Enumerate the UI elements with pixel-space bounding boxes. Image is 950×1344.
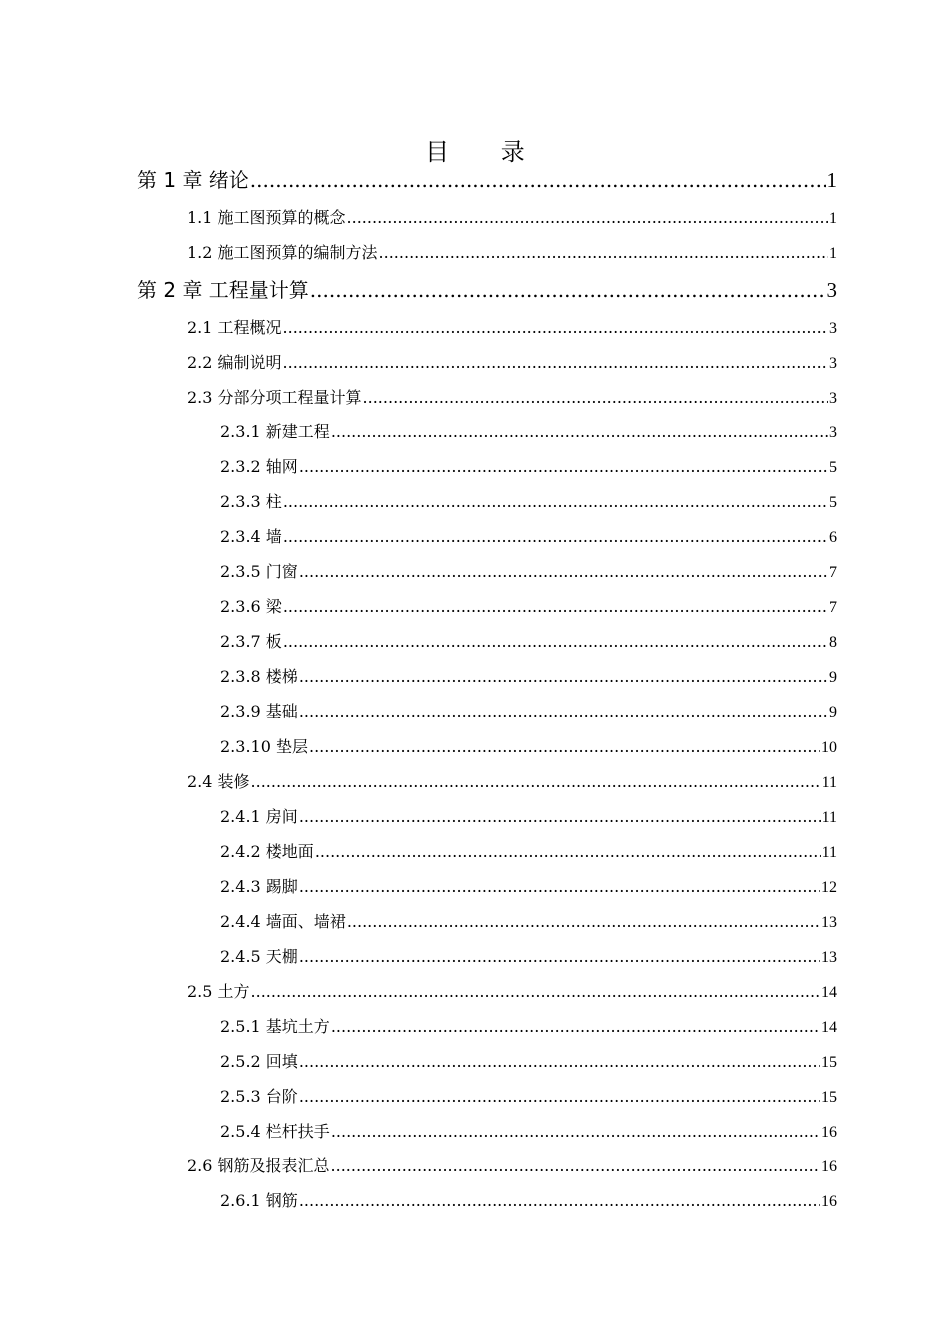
- toc-dot-leader: [283, 490, 828, 514]
- toc-dot-leader: [299, 875, 820, 899]
- toc-dot-leader: [299, 1050, 820, 1074]
- toc-entry[interactable]: [220, 665, 837, 690]
- toc-entry-page-number: 11: [821, 809, 837, 826]
- toc-entry[interactable]: [220, 700, 837, 725]
- toc-entry[interactable]: [220, 735, 837, 760]
- toc-entry-page-number: 16: [821, 1158, 837, 1175]
- toc-entry-label: 2.6 钢筋及报表汇总: [187, 1156, 330, 1175]
- toc-entry-page-number: 11: [821, 774, 837, 791]
- toc-dot-leader: [309, 735, 820, 759]
- toc-entry-page-number: 3: [829, 424, 837, 441]
- toc-entry-label: 2.5.4 栏杆扶手: [220, 1122, 330, 1141]
- toc-dot-leader: [299, 1189, 820, 1213]
- toc-entry-page-number: 3: [829, 355, 837, 372]
- toc-entry-label: 第 2 章 工程量计算: [137, 278, 309, 302]
- toc-title: 目 录: [425, 138, 547, 166]
- toc-dot-leader: [299, 455, 828, 479]
- toc-entry-page-number: 7: [829, 564, 837, 581]
- toc-dot-leader: [299, 560, 828, 584]
- toc-entry-page-number: 14: [821, 1019, 837, 1036]
- toc-dot-leader: [251, 980, 820, 1004]
- toc-entry-label: 1.2 施工图预算的编制方法: [187, 243, 378, 262]
- toc-dot-leader: [250, 166, 826, 194]
- toc-entry-label: 2.5 土方: [187, 982, 250, 1001]
- toc-dot-leader: [347, 910, 820, 934]
- toc-dot-leader: [379, 241, 828, 265]
- toc-entry-label: 2.5.3 台阶: [220, 1087, 298, 1106]
- toc-entry-page-number: 10: [821, 739, 837, 756]
- toc-entry-page-number: 1: [829, 210, 837, 227]
- toc-entry-page-number: 3: [829, 320, 837, 337]
- toc-entry-label: 2.3.2 轴网: [220, 457, 298, 476]
- toc-entry-page-number: 9: [829, 704, 837, 721]
- toc-entry[interactable]: [220, 595, 837, 620]
- toc-entry-label: 2.3.9 基础: [220, 702, 298, 721]
- toc-entry-label: 2.3.7 板: [220, 632, 282, 651]
- toc-entry-label: 2.5.2 回填: [220, 1052, 298, 1071]
- toc-entry-label: 2.5.1 基坑土方: [220, 1017, 330, 1036]
- toc-entry-label: 2.3.6 梁: [220, 597, 282, 616]
- toc-entry[interactable]: [220, 1050, 837, 1075]
- toc-entry-page-number: 13: [821, 949, 837, 966]
- toc-entry-label: 1.1 施工图预算的概念: [187, 208, 346, 227]
- toc-dot-leader: [283, 595, 828, 619]
- toc-entry[interactable]: [187, 241, 837, 266]
- toc-entry-label: 2.4 装修: [187, 772, 250, 791]
- toc-entry-page-number: 1: [826, 168, 837, 192]
- toc-entry-label: 2.3 分部分项工程量计算: [187, 388, 362, 407]
- toc-entry[interactable]: [220, 420, 837, 445]
- toc-entry[interactable]: [187, 351, 837, 376]
- toc-entry[interactable]: [187, 206, 837, 231]
- toc-dot-leader: [331, 1120, 820, 1144]
- toc-entry[interactable]: [187, 316, 837, 341]
- toc-dot-leader: [299, 1085, 820, 1109]
- toc-dot-leader: [283, 525, 828, 549]
- toc-entry[interactable]: [220, 1015, 837, 1040]
- toc-entry[interactable]: [220, 1120, 837, 1145]
- toc-entry[interactable]: [220, 560, 837, 585]
- toc-entry-page-number: 11: [821, 844, 837, 861]
- toc-dot-leader: [299, 945, 820, 969]
- toc-dot-leader: [283, 316, 828, 340]
- toc-entry[interactable]: [220, 910, 837, 935]
- toc-entry-label: 2.3.1 新建工程: [220, 422, 330, 441]
- toc-dot-leader: [331, 420, 828, 444]
- toc-entry-page-number: 5: [829, 494, 837, 511]
- toc-dot-leader: [299, 665, 828, 689]
- toc-entry-label: 2.4.5 天棚: [220, 947, 298, 966]
- toc-entry-page-number: 15: [821, 1054, 837, 1071]
- toc-entry-page-number: 3: [826, 278, 837, 302]
- toc-entry[interactable]: [220, 1189, 837, 1214]
- toc-dot-leader: [283, 630, 828, 654]
- toc-dot-leader: [283, 351, 828, 375]
- toc-entry[interactable]: [187, 386, 837, 411]
- toc-entry-page-number: 16: [821, 1124, 837, 1141]
- toc-entry-label: 2.3.8 楼梯: [220, 667, 298, 686]
- toc-entry-label: 2.6.1 钢筋: [220, 1191, 298, 1210]
- toc-entry-label: 2.3.4 墙: [220, 527, 282, 546]
- toc-entry-label: 2.4.1 房间: [220, 807, 298, 826]
- toc-entry[interactable]: [220, 840, 837, 865]
- toc-entry[interactable]: [137, 276, 837, 304]
- toc-dot-leader: [331, 1015, 820, 1039]
- toc-entry[interactable]: [137, 166, 837, 194]
- toc-entry-page-number: 7: [829, 599, 837, 616]
- toc-entry-page-number: 14: [821, 984, 837, 1001]
- toc-entry-label: 2.3.10 垫层: [220, 737, 308, 756]
- toc-dot-leader: [299, 805, 821, 829]
- toc-entry[interactable]: [220, 455, 837, 480]
- toc-entry-label: 2.1 工程概况: [187, 318, 282, 337]
- toc-entry-page-number: 8: [829, 634, 837, 651]
- toc-entry[interactable]: [187, 1154, 837, 1179]
- toc-entry[interactable]: [187, 770, 837, 795]
- toc-entry-page-number: 9: [829, 669, 837, 686]
- toc-entry[interactable]: [220, 525, 837, 550]
- toc-dot-leader: [363, 386, 828, 410]
- toc-entry-label: 2.4.3 踢脚: [220, 877, 298, 896]
- toc-dot-leader: [331, 1154, 820, 1178]
- toc-entry[interactable]: [220, 490, 837, 515]
- toc-entry[interactable]: [187, 980, 837, 1005]
- toc-dot-leader: [299, 700, 828, 724]
- toc-entry-label: 2.4.2 楼地面: [220, 842, 314, 861]
- toc-entry-label: 2.3.3 柱: [220, 492, 282, 511]
- toc-entry[interactable]: [220, 945, 837, 970]
- toc-entry[interactable]: [220, 630, 837, 655]
- toc-entry-page-number: 1: [829, 245, 837, 262]
- toc-entry-page-number: 15: [821, 1089, 837, 1106]
- toc-entry-page-number: 3: [829, 390, 837, 407]
- toc-entry-label: 2.3.5 门窗: [220, 562, 298, 581]
- toc-entry-page-number: 16: [821, 1193, 837, 1210]
- toc-entry[interactable]: [220, 875, 837, 900]
- toc-dot-leader: [310, 276, 826, 304]
- toc-entry-page-number: 5: [829, 459, 837, 476]
- toc-entry[interactable]: [220, 805, 837, 830]
- toc-entry-page-number: 6: [829, 529, 837, 546]
- toc-dot-leader: [347, 206, 828, 230]
- toc-dot-leader: [315, 840, 821, 864]
- toc-entry-label: 第 1 章 绪论: [137, 168, 249, 192]
- toc-entry[interactable]: [220, 1085, 837, 1110]
- toc-dot-leader: [251, 770, 821, 794]
- toc-entry-page-number: 12: [821, 879, 837, 896]
- toc-entry-label: 2.2 编制说明: [187, 353, 282, 372]
- toc-entry-page-number: 13: [821, 914, 837, 931]
- toc-entry-label: 2.4.4 墙面、墙裙: [220, 912, 346, 931]
